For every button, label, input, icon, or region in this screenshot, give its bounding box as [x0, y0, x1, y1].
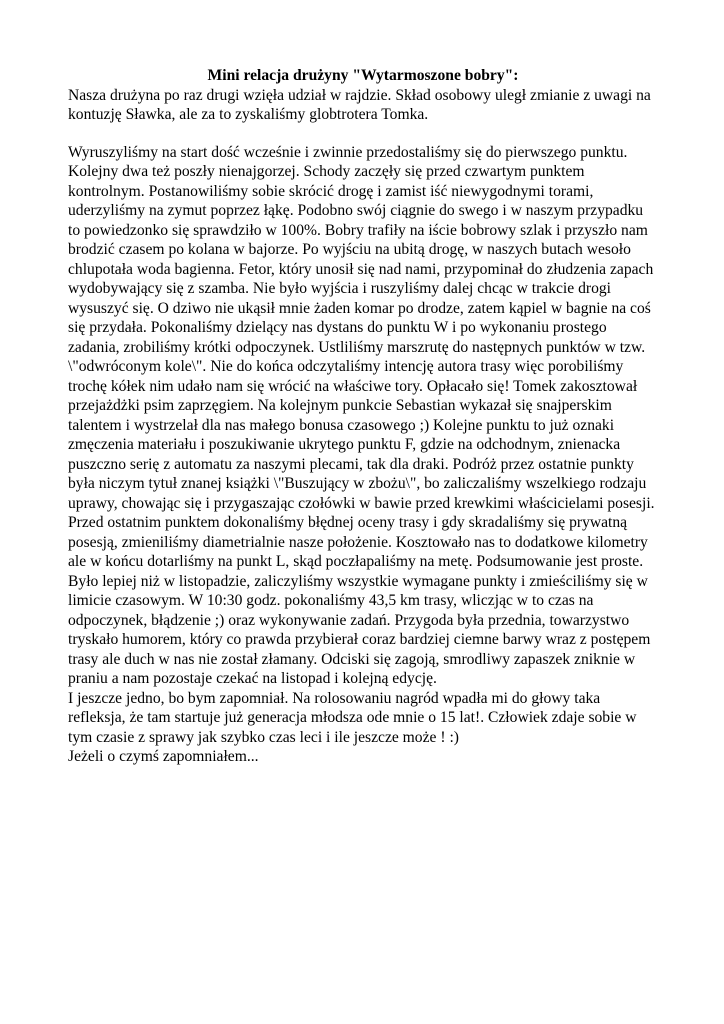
postscript-paragraph: I jeszcze jedno, bo bym zapomniał. Na rolosowaniu nagród wpadła mi do głowy taka refleksja, że tam startuje już generacja młodsza ode mnie o 15 lat!. Człowiek zdaje sobie w tym czasie z sprawy jak szybko czas leci i ile jeszcze może ! :): [68, 689, 637, 746]
paragraph-gap: [68, 125, 658, 143]
document-page: [68, 66, 658, 767]
body-paragraph: Wyruszyliśmy na start dość wcześnie i zwinnie przedostaliśmy się do pierwszego punktu. Kolejny dwa też poszły nienajgorzej. Schody zaczęły się przed czwartym punktem kontrolnym. Postanowiliśmy sobie skrócić drogę i zamist iść niewygodnymi torami, uderzyliśmy na zymut poprzez łąkę. Podobno swój ciągnie do swego i w naszym przypadku to powiedzonko się sprawdziło w 100%. Bobry trafiły na iście bobrowy szlak i przyszło nam brodzić czasem po kolana w bajorze. Po wyjściu na ubitą drogę, w naszych butach wesoło chlupotała woda bagienna. Fetor, który unosił się nad nami, przypominał do złudzenia zapach wydobywający się z szamba. Nie było wyjścia i ruszyliśmy dalej chcąc w trakcie drogi wysuszyć się. O dziwo nie ukąsił mnie żaden komar po drodze, zatem kąpiel w bagnie na coś się przydała. Pokonaliśmy dzielący nas dystans do punktu W i po wykonaniu prostego zadania, zrobiliśmy krótki odpoczynek. Ustliliśmy marszrutę do następnych punktów w tzw. \"odwróconym kole\". Nie do końca odczytaliśmy intencję autora trasy więc porobiliśmy trochę kółek nim udało nam się wrócić na właściwe tory. Opłacało się! Tomek zakosztował przejażdżki psim zaprzęgiem. Na kolejnym punkcie Sebastian wykazał się snajperskim talentem i wystrzelał dla nas małego bonusa czasowego ;) Kolejne punktu to już oznaki zmęczenia materiału i poszukiwanie ukrytego punktu F, gdzie na odchodnym, znienacka puszczno serię z automatu za naszymi plecami, tak dla draki. Podróż przez ostatnie punkty była niczym tytuł znanej książki \"Buszujący w zbożu\", bo zaliczaliśmy wszelkiego rodzaju uprawy, chowając się i przygaszając czołówki w bawie przed krewkimi właścicielami posesji. Przed ostatnim punktem dokonaliśmy błędnej oceny trasy i gdy skradaliśmy się prywatną posesją, zmieniliśmy diametrialnie nasze położenie. Kosztowało nas to dodatkowe kilometry ale w końcu dotarliśmy na punkt L, skąd poczłapaliśmy na metę. Podsumowanie jest proste. Było lepiej niż w listopadzie, zaliczyliśmy wszystkie wymagane punkty i zmieściliśmy się w limicie czasowym. W 10:30 godz. pokonaliśmy 43,5 km trasy, wliczjąc w to czas na odpoczynek, błądzenie ;) oraz wykonywanie zadań. Przygoda była przednia, towarzystwo tryskało humorem, który co prawda przybierał coraz bardziej ciemne barwy wraz z postępem trasy ale duch w nas nie został złamany. Odciski się zagoją, smrodliwy zapaszek zniknie w praniu a nam pozostaje czekać na listopad i kolejną edycję.: [68, 143, 655, 687]
document-title: Mini relacja drużyny "Wytarmoszone bobry":: [207, 67, 519, 84]
closing-line: Jeżeli o czymś zapomniałem...: [68, 748, 259, 765]
intro-paragraph: Nasza drużyna po raz drugi wzięła udział w rajdzie. Skład osobowy uległ zmianie z uwagi na kontuzję Sławka, ale za to zyskaliśmy globtrotera Tomka.: [68, 86, 651, 123]
